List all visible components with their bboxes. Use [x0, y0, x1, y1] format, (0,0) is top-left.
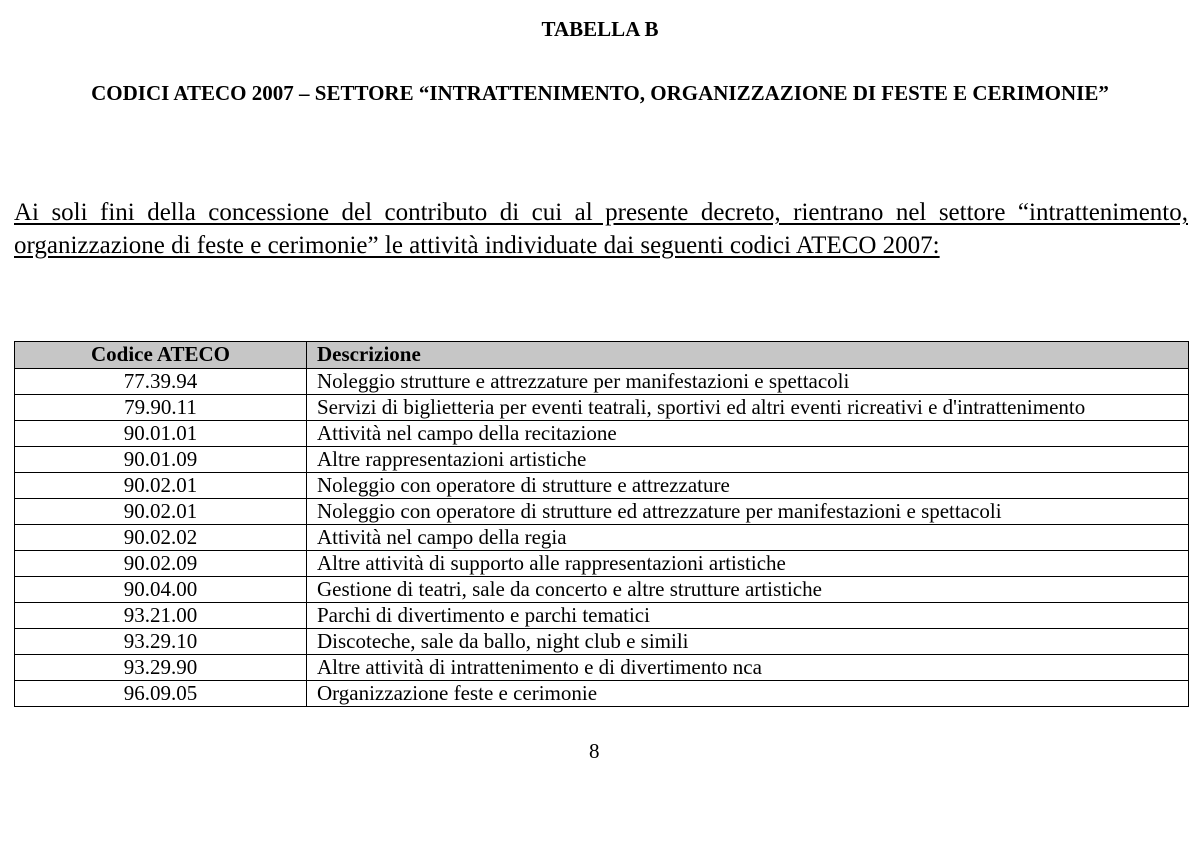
- description-cell: Noleggio con operatore di strutture ed attrezzature per manifestazioni e spettacoli: [307, 499, 1189, 525]
- description-cell: Altre attività di intrattenimento e di divertimento nca: [307, 655, 1189, 681]
- description-cell: Organizzazione feste e cerimonie: [307, 681, 1189, 707]
- description-cell: Gestione di teatri, sale da concerto e altre strutture artistiche: [307, 577, 1189, 603]
- ateco-code-cell: 79.90.11: [15, 395, 307, 421]
- table-body: [15, 369, 1189, 707]
- description-cell: Altre attività di supporto alle rappresentazioni artistiche: [307, 551, 1189, 577]
- table-row: [15, 473, 1189, 499]
- document-subtitle: CODICI ATECO 2007 – SETTORE “INTRATTENIMENTO, ORGANIZZAZIONE DI FESTE E CERIMONIE”: [91, 81, 1109, 105]
- ateco-table: [14, 341, 1189, 707]
- description-cell: Attività nel campo della recitazione: [307, 421, 1189, 447]
- table-row: [15, 681, 1189, 707]
- ateco-code-cell: 96.09.05: [15, 681, 307, 707]
- table-row: [15, 603, 1189, 629]
- ateco-code-cell: 90.01.01: [15, 421, 307, 447]
- ateco-code-cell: 93.21.00: [15, 603, 307, 629]
- description-cell: Altre rappresentazioni artistiche: [307, 447, 1189, 473]
- table-row: [15, 551, 1189, 577]
- intro-paragraph: Ai soli fini della concessione del contributo di cui al presente decreto, rientrano nel settore “intrattenimento, organizzazione di feste e cerimonie” le attività individuate dai seguenti codici ATECO 2007:: [14, 199, 1188, 259]
- description-cell: Parchi di divertimento e parchi tematici: [307, 603, 1189, 629]
- table-header-row: [15, 342, 1189, 369]
- ateco-code-cell: 77.39.94: [15, 369, 307, 395]
- column-header-code: Codice ATECO: [15, 342, 307, 369]
- description-cell: Noleggio strutture e attrezzature per manifestazioni e spettacoli: [307, 369, 1189, 395]
- description-cell: Noleggio con operatore di strutture e attrezzature: [307, 473, 1189, 499]
- table-row: [15, 577, 1189, 603]
- ateco-code-cell: 90.01.09: [15, 447, 307, 473]
- column-header-description: Descrizione: [307, 342, 1189, 369]
- table-row: [15, 395, 1189, 421]
- table-row: [15, 629, 1189, 655]
- page-number: 8: [589, 739, 600, 763]
- ateco-code-cell: 93.29.90: [15, 655, 307, 681]
- table-row: [15, 499, 1189, 525]
- description-cell: Servizi di biglietteria per eventi teatrali, sportivi ed altri eventi ricreativi e d'intrattenimento: [307, 395, 1189, 421]
- table-row: [15, 369, 1189, 395]
- table-row: [15, 447, 1189, 473]
- ateco-code-cell: 90.02.01: [15, 473, 307, 499]
- table-row: [15, 421, 1189, 447]
- description-cell: Discoteche, sale da ballo, night club e simili: [307, 629, 1189, 655]
- ateco-code-cell: 90.02.09: [15, 551, 307, 577]
- description-cell: Attività nel campo della regia: [307, 525, 1189, 551]
- document-title: TABELLA B: [541, 17, 659, 41]
- ateco-code-cell: 93.29.10: [15, 629, 307, 655]
- ateco-code-cell: 90.04.00: [15, 577, 307, 603]
- table-row: [15, 525, 1189, 551]
- table-row: [15, 655, 1189, 681]
- ateco-code-cell: 90.02.02: [15, 525, 307, 551]
- ateco-code-cell: 90.02.01: [15, 499, 307, 525]
